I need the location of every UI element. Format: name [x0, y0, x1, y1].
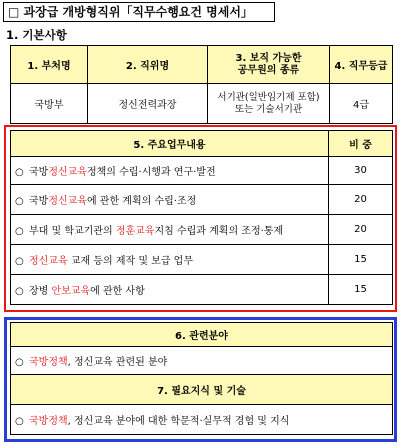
knowledge-text: , 정신교육 분야에 대한 학문적·실무적 경험 및 지식: [67, 416, 290, 427]
duty-row: [11, 185, 393, 215]
bullet-icon: ○: [15, 286, 24, 297]
duty-weight: 15: [329, 275, 393, 305]
main-duties-table: [10, 130, 393, 305]
knowledge-highlight: 국방정책: [29, 416, 68, 427]
duty-row: [11, 275, 393, 305]
duty-highlight: 정신교육: [48, 167, 87, 178]
duty-text: 에 관한 계획의 수립·조정: [86, 196, 197, 207]
duty-weight: 15: [329, 245, 393, 275]
basic-info-table: [10, 45, 393, 124]
duty-highlight: 정신교육: [29, 256, 68, 267]
value-eligible-officials: 서기관(일반임기제 포함) 또는 기술서기관: [208, 84, 330, 124]
header-required-knowledge: 7. 필요지식 및 기술: [11, 375, 393, 405]
duty-text: 지침 수립과 계획의 조정·통제: [154, 226, 284, 237]
bullet-icon: ○: [15, 256, 24, 267]
header-related-fields: 6. 관련분야: [11, 323, 393, 347]
duty-weight: 20: [329, 215, 393, 245]
duty-text: 국방: [29, 167, 49, 178]
header-weight: 비 중: [329, 131, 393, 157]
duty-weight: 30: [329, 157, 393, 185]
duty-text: 정책의 수립·시행과 연구·발전: [86, 167, 216, 178]
header-main-duties: 5. 주요업무내용: [11, 131, 329, 157]
duty-row: [11, 215, 393, 245]
bullet-icon: ○: [15, 196, 24, 207]
duty-text: 부대 및 학교기관의: [29, 226, 116, 237]
header-eligible-officials: 3. 보직 가능한 공무원의 종류: [208, 46, 330, 84]
duty-row: [11, 157, 393, 185]
duty-highlight: 정신교육: [48, 196, 87, 207]
bullet-icon: ○: [15, 226, 24, 237]
related-fields-table: [10, 322, 393, 435]
header-job-grade: 4. 직무등급: [330, 46, 393, 84]
bullet-icon: ○: [15, 357, 24, 368]
header-position: 2. 직위명: [88, 46, 208, 84]
duty-highlight: 정훈교육: [115, 226, 155, 237]
related-text: , 정신교육 관련된 분야: [67, 357, 168, 368]
duty-text: 장병: [29, 286, 52, 297]
related-highlight: 국방정책: [29, 357, 68, 368]
value-ministry: 국방부: [11, 84, 88, 124]
duty-row: [11, 245, 393, 275]
duty-weight: 20: [329, 185, 393, 215]
document-title: □ 과장급 개방형직위「직무수행요건 명세서」: [3, 2, 275, 22]
duty-highlight: 안보교육: [51, 286, 91, 297]
value-job-grade: 4급: [330, 84, 393, 124]
bullet-icon: ○: [15, 167, 24, 178]
duty-text: 에 관한 사항: [90, 286, 145, 297]
section-heading-basic: 1. 기본사항: [6, 28, 67, 42]
bullet-icon: ○: [15, 416, 24, 427]
header-ministry: 1. 부처명: [11, 46, 88, 84]
duty-text: 국방: [29, 196, 49, 207]
duty-text: 교재 등의 제작 및 보급 업무: [67, 256, 193, 267]
value-position: 정신전력과장: [88, 84, 208, 124]
